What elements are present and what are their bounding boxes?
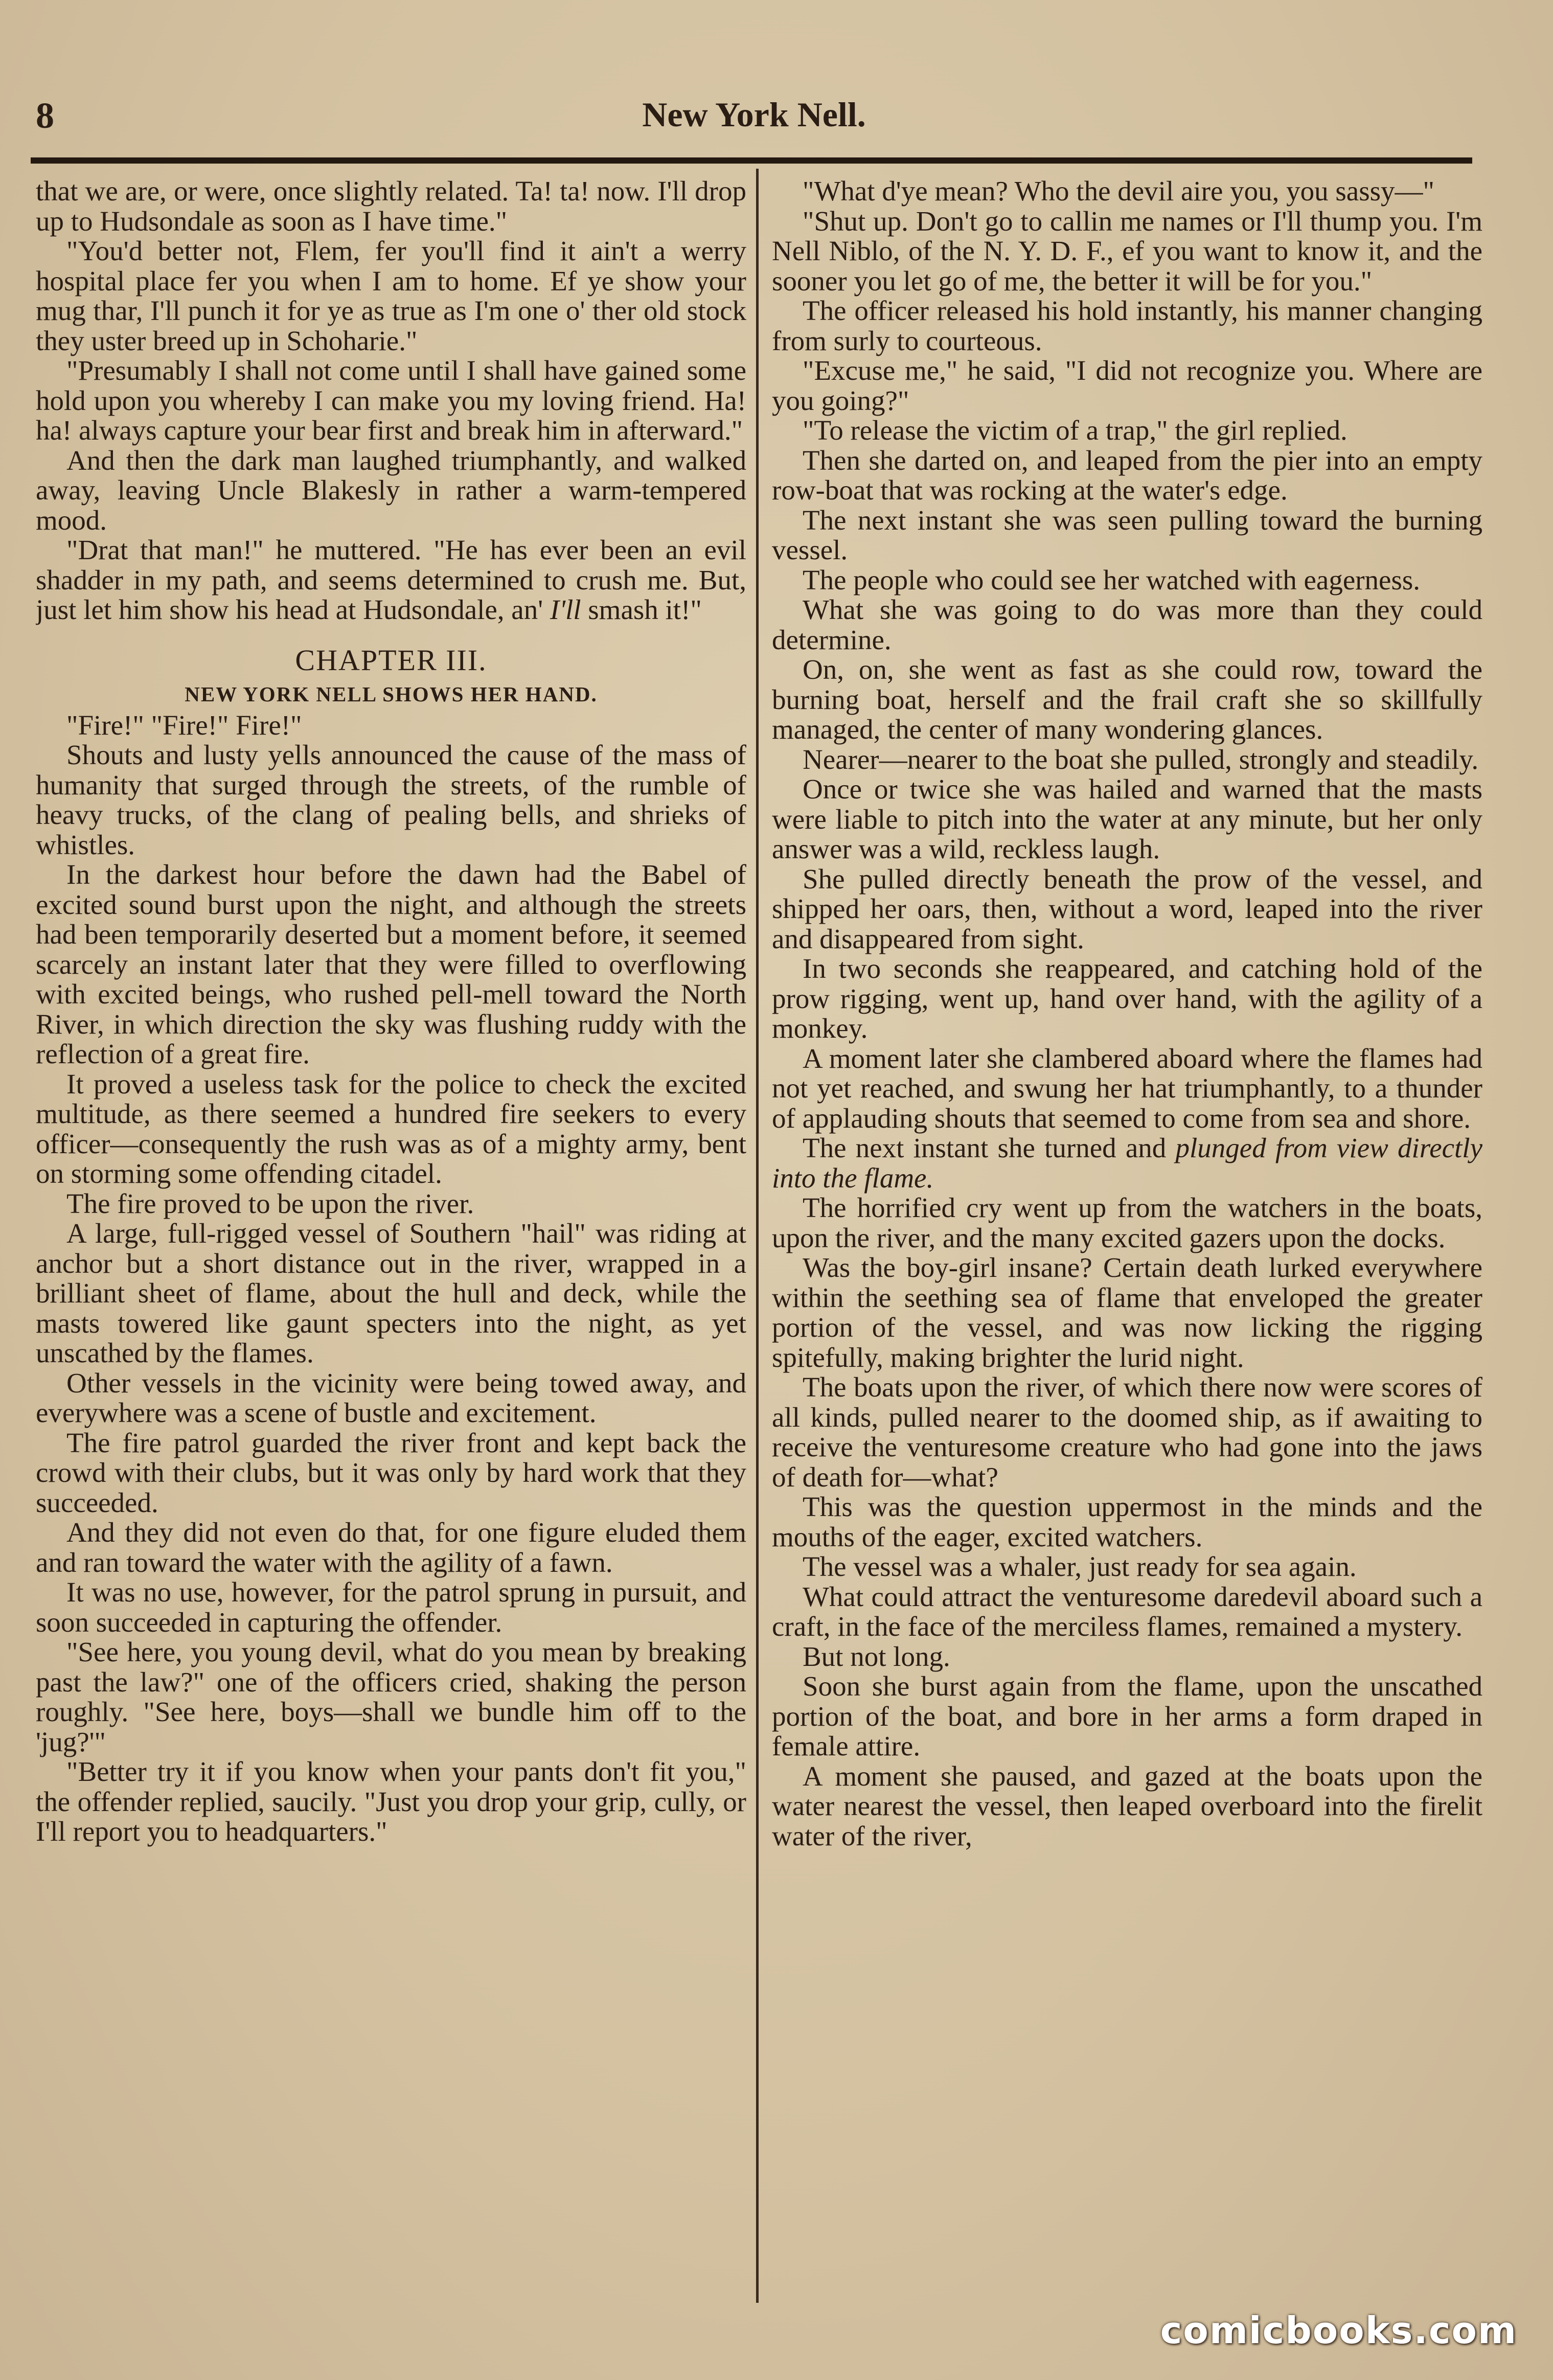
paragraph: What could attract the venturesome daredevil aboard such a craft, in the face of the merciless flames, remained a mystery.	[772, 1581, 1482, 1642]
paragraph: The vessel was a whaler, just ready for sea again.	[803, 1551, 1357, 1582]
paragraph: What she was going to do was more than they could determine.	[772, 594, 1482, 655]
paragraph: "Fire!" "Fire!" Fire!"	[66, 709, 302, 741]
page-number: 8	[36, 95, 54, 136]
paragraph-text: The next instant she turned and	[803, 1132, 1167, 1163]
paragraph: A large, full-rigged vessel of Southern "hail" was riding at anchor but a short distance out in the river, wrapped in a brilliant sheet of flame, about the hull and deck, while the masts towered like gaunt specters into the night, as yet unscathed by the flames.	[36, 1218, 746, 1368]
paragraph	[36, 535, 746, 625]
page-header	[31, 95, 1477, 151]
paragraph	[772, 1133, 1482, 1193]
paragraph: "See here, you young devil, what do you mean by breaking past the law?" one of the officers cried, shaking the person roughly. "See here, boys—shall we bundle him off to the 'jug?'"	[36, 1636, 746, 1757]
paragraph: The people who could see her watched with eagerness.	[803, 564, 1421, 596]
paragraph: Soon she burst again from the flame, upon the unscathed portion of the boat, and bore in her arms a form draped in female attire.	[772, 1670, 1482, 1761]
chapter-subtitle: NEW YORK NELL SHOWS HER HAND.	[185, 682, 598, 706]
running-title: New York Nell.	[642, 95, 866, 134]
paragraph: It was no use, however, for the patrol sprung in pursuit, and soon succeeded in capturing the offender.	[36, 1576, 746, 1638]
left-column	[36, 176, 746, 2313]
paragraph: Other vessels in the vicinity were being towed away, and everywhere was a scene of bustle and excitement.	[36, 1367, 746, 1428]
emphasis-text: plunged from view directly into the flame.	[772, 1132, 1482, 1194]
paragraph: The fire patrol guarded the river front and kept back the crowd with their clubs, but it was only by hard work that they succeeded.	[36, 1427, 746, 1518]
paragraph: The fire proved to be upon the river.	[66, 1187, 474, 1219]
paragraph: "What d'ye mean? Who the devil aire you, you sassy—"	[803, 176, 1434, 207]
paragraph: Then she darted on, and leaped from the pier into an empty row-boat that was rocking at the water's edge.	[772, 444, 1482, 506]
paragraph: In the darkest hour before the dawn had the Babel of excited sound burst upon the night, and although the streets had been temporarily deserted but a moment before, it seemed scarcely an instant later that they were filled to overflowing with excited beings, who rushed pell-mell toward the North River, in which direction the sky was flushing ruddy with the reflection of a great fire.	[36, 859, 746, 1069]
paragraph: "You'd better not, Flem, fer you'll find it ain't a werry hospital place fer you when I am to home. Ef ye show your mug thar, I'll punch it for ye as true as I'm one o' ther old stock they uster breed up in Schoharie."	[36, 235, 746, 356]
paragraph: A moment she paused, and gazed at the boats upon the water nearest the vessel, then leaped overboard into the firelit water of the river,	[772, 1760, 1482, 1851]
paragraph: Nearer—nearer to the boat she pulled, strongly and steadily.	[803, 743, 1479, 775]
paragraph: And they did not even do that, for one figure eluded them and ran toward the water with the agility of a fawn.	[36, 1517, 746, 1578]
paragraph: "Shut up. Don't go to callin me names or I'll thump you. I'm Nell Niblo, of the N. Y. D. F., ef you want to know it, and the sooner you let go of me, the better it will be for you."	[772, 205, 1482, 296]
header-rule	[31, 157, 1472, 164]
paragraph: And then the dark man laughed triumphantly, and walked away, leaving Uncle Blakesly in rather a warm-tempered mood.	[36, 444, 746, 536]
paragraph: "To release the victim of a trap," the girl replied.	[803, 415, 1348, 446]
paragraph: Was the boy-girl insane? Certain death lurked everywhere within the seething sea of flame that enveloped the greater portion of the vessel, and was now licking the rigging spitefully, making brighter the lurid night.	[772, 1252, 1482, 1373]
paragraph: The horrified cry went up from the watchers in the boats, upon the river, and the many excited gazers upon the docks.	[772, 1192, 1482, 1253]
column-divider	[756, 169, 759, 2303]
paragraph: But not long.	[803, 1640, 950, 1672]
paragraph: "Better try it if you know when your pants don't fit you," the offender replied, saucily. "Just you drop your grip, cully, or I'll report you to headquarters."	[36, 1756, 746, 1847]
watermark: comicbooks.com	[1160, 2309, 1517, 2352]
paragraph: that we are, or were, once slightly related. Ta! ta! now. I'll drop up to Hudsondale as soon as I have time."	[36, 176, 746, 237]
right-column	[772, 176, 1482, 2313]
paragraph: It proved a useless task for the police to check the excited multitude, as there seemed a hundred fire seekers to every officer—consequently the rush was as of a mighty army, bent on storming some offending citadel.	[36, 1068, 746, 1189]
paragraph: The officer released his hold instantly, his manner changing from surly to courteous.	[772, 295, 1482, 356]
paragraph: The next instant she was seen pulling toward the burning vessel.	[772, 504, 1482, 565]
paragraph-text: smash it!"	[588, 594, 702, 625]
paragraph: Once or twice she was hailed and warned that the masts were liable to pitch into the water at any minute, but her only answer was a wild, reckless laugh.	[772, 773, 1482, 864]
paragraph: On, on, she went as fast as she could row, toward the burning boat, herself and the frail craft she so skillfully managed, the center of many wondering glances.	[772, 654, 1482, 745]
paragraph: "Excuse me," he said, "I did not recognize you. Where are you going?"	[772, 355, 1482, 416]
paragraph: The boats upon the river, of which there now were scores of all kinds, pulled nearer to the doomed ship, as if awaiting to receive the venturesome creature who had gone into the jaws of death for—what?	[772, 1371, 1482, 1493]
emphasis-text: I'll	[550, 594, 581, 625]
paragraph-text: "Drat that man!" he muttered. "He has ever been an evil shadder in my path, and seems determined to crush me. But, just let him show his head at Hudsondale, an'	[36, 534, 746, 625]
paragraph: This was the question uppermost in the minds and the mouths of the eager, excited watchers.	[772, 1491, 1482, 1552]
paragraph: In two seconds she reappeared, and catching hold of the prow rigging, went up, hand over hand, with the agility of a monkey.	[772, 953, 1482, 1044]
paragraph: A moment later she clambered aboard where the flames had not yet reached, and swung her hat triumphantly, to a thunder of applauding shouts that seemed to come from sea and shore.	[772, 1042, 1482, 1134]
chapter-title: CHAPTER III.	[295, 643, 487, 677]
paragraph: She pulled directly beneath the prow of the vessel, and shipped her oars, then, without a word, leaped into the river and disappeared from sight.	[772, 863, 1482, 954]
paragraph: "Presumably I shall not come until I shall have gained some hold upon you whereby I can make you my loving friend. Ha! ha! always capture your bear first and break him in afterward."	[36, 355, 746, 446]
paragraph: Shouts and lusty yells announced the cause of the mass of humanity that surged through the streets, of the rumble of heavy trucks, of the clang of pealing bells, and shrieks of whistles.	[36, 739, 746, 860]
